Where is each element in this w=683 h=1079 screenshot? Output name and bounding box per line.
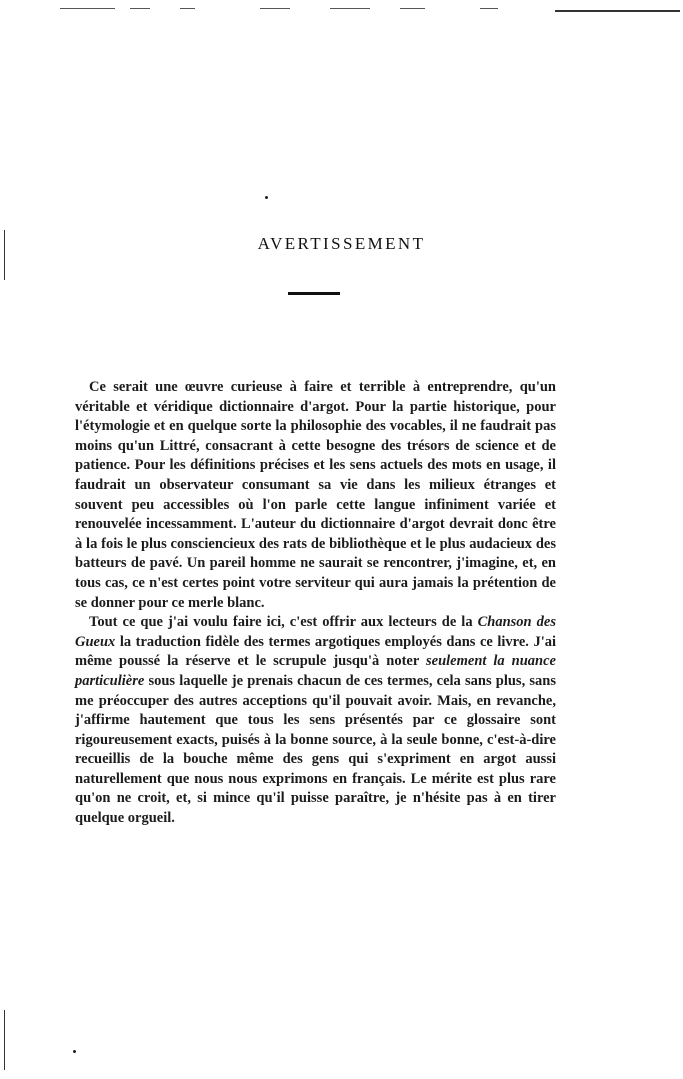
text-segment: Ce serait une œuvre curieuse à faire et terrible à entreprendre, qu'un véritable et véridique dictionnaire d'argot. Pour la partie historique, pour l'étymologie et en quelque sorte la philosophie des vocables, il ne faudrait pas moins qu'un Littré, consacrant à cette besogne des trésors de science et de patience. Pour les définitions précises et les sens actuels des mots en usage, il faudrait un observateur consumant sa vie dans les milieux étranges et souvent peu accessibles où l'on parle cette langue infiniment variée et renouvelée incessamment. L'auteur du dictionnaire d'argot devrait donc être à la fois le plus consciencieux des rats de bibliothèque et le plus audacieux des batteurs de pavé. Un pareil homme ne saurait se rencontrer, j'imagine, et, en tous cas, ce n'est certes point votre serviteur qui aura jamais la prétention de se donner pour ce merle blanc. (75, 379, 556, 611)
scan-artifact-top (60, 5, 680, 13)
paragraph (75, 378, 556, 613)
ink-speck (265, 196, 268, 199)
text-segment: la traduction fidèle des termes argotiques employés dans ce livre. J'ai même poussé la réserve et le scrupule jusqu'à noter (75, 633, 556, 670)
italic-text: Chanson des Gueux (75, 614, 556, 650)
body-text (75, 378, 556, 829)
scan-artifact-left-edge-bottom (4, 1010, 5, 1070)
text-segment: sous laquelle je prenais chacun de ces termes, cela sans plus, sans me préoccuper des autres acceptions qu'il pouvait avoir. Mais, en revanche, j'affirme hautement que tous les sens présentés par ce glossaire sont rigoureusement exacts, puisés à la bonne source, à la seule bonne, c'est-à-dire recueillis de la bouche même des gens qui s'expriment en argot aussi naturellement que nous nous exprimons en français. Le mérite est plus rare qu'on ne croit, et, si mince qu'il puisse paraître, je n'hésite pas à en tirer quelque orgueil. (75, 672, 556, 827)
title-rule (288, 292, 340, 295)
ink-speck (73, 1050, 76, 1053)
page-title: AVERTISSEMENT (257, 234, 426, 253)
paragraph (75, 613, 556, 829)
text-segment: Tout ce que j'ai voulu faire ici, c'est offrir aux lecteurs de la (89, 614, 478, 631)
italic-text: seulement la nuance particulière (75, 653, 556, 689)
